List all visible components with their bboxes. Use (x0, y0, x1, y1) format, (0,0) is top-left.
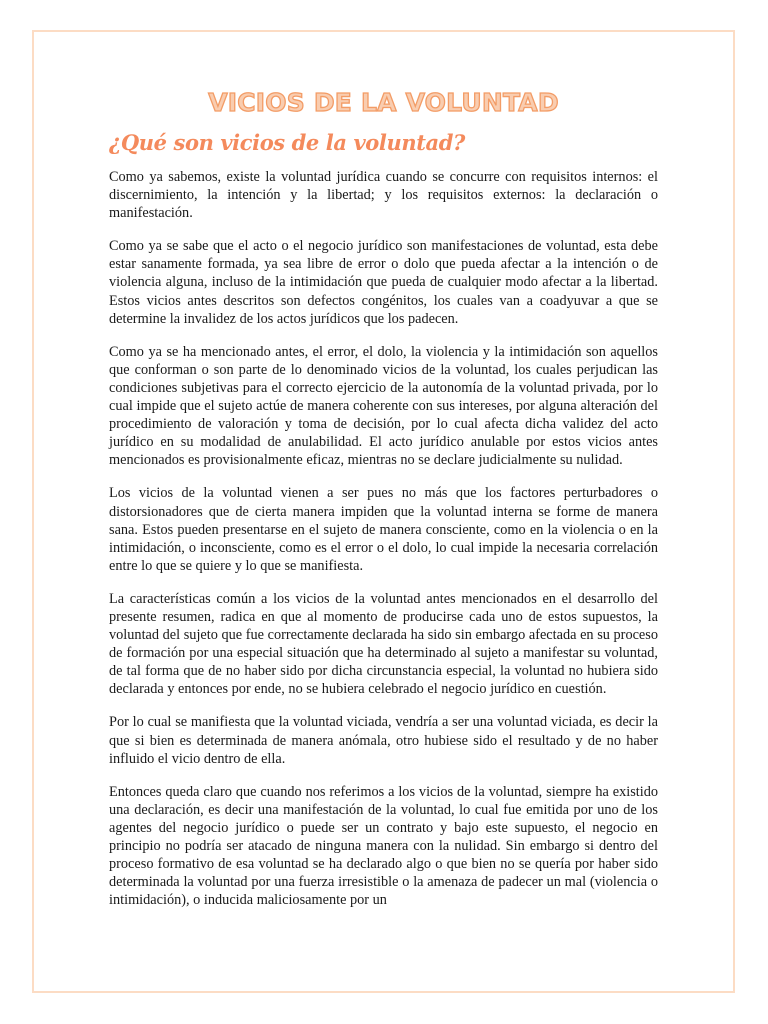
document-title: VICIOS DE LA VOLUNTAD (208, 88, 559, 117)
paragraph-7: Entonces queda claro que cuando nos referimos a los vicios de la voluntad, siempre ha existido una declaración, es decir una manifestación de la voluntad, lo cual fue emitida por uno de los agentes del negocio jurídico o puede ser un contrato y bajo este supuesto, el negocio en principio no podría ser atacado de ninguna manera con la nulidad. Sin embargo si dentro del proceso formativo de esa voluntad se ha declarado algo o que bien no se quería por haber sido determinada la voluntad por una fuerza irresistible o la amenaza de padecer un mal (violencia o intimidación), o inducida maliciosamente por un (109, 783, 658, 909)
section-heading: ¿Qué son vicios de la voluntad? (109, 130, 465, 155)
paragraph-2: Como ya se sabe que el acto o el negocio jurídico son manifestaciones de voluntad, esta debe estar sanamente formada, ya sea libre de error o dolo que pueda afectar a la intención o de violencia alguna, incluso de la intimidación que pueda de cualquier modo afectar a la libertad. Estos vicios antes descritos son defectos congénitos, los cuales van a coadyuvar a que se determine la invalidez de los actos jurídicos que los padecen. (109, 238, 658, 327)
paragraph-5: La características común a los vicios de la voluntad antes mencionados en el desarrollo del presente resumen, radica en que al momento de producirse cada uno de estos supuestos, la voluntad del sujeto que fue correctamente declarada ha sido sin embargo afectada en su proceso de formación por una especial situación que ha determinado al sujeto a manifestar su voluntad, de tal forma que de no haber sido por dicha circunstancia especial, la voluntad no hubiera sido declarada y entonces por ende, no se hubiera celebrado el negocio jurídico en cuestión. (109, 590, 658, 698)
paragraph-6: Por lo cual se manifiesta que la voluntad viciada, vendría a ser una voluntad viciada, es decir la que si bien es determinada de manera anómala, otro hubiese sido el resultado y de no haber influido el vicio dentro de ella. (109, 714, 658, 767)
paragraph-3: Como ya se ha mencionado antes, el error, el dolo, la violencia y la intimidación son aquellos que conforman o son parte de lo denominado vicios de la voluntad, los cuales perjudican las condiciones subjetivas para el correcto ejercicio de la autonomía de la voluntad privada, por lo cual impide que el sujeto actúe de manera coherente con sus intereses, por alguna alteración del procedimiento de valoración y toma de decisión, por lo cual afecta dicha validez del acto jurídico en su modalidad de anulabilidad. El acto jurídico anulable por estos vicios antes mencionados es provisionalmente eficaz, mientras no se declare judicialmente su nulidad. (109, 343, 658, 469)
paragraph-4: Los vicios de la voluntad vienen a ser pues no más que los factores perturbadores o distorsionadores que de cierta manera impiden que la voluntad interna se forme de manera sana. Estos pueden presentarse en el sujeto de manera consciente, como en la violencia o en la intimidación, o inconsciente, como es el error o el dolo, lo cual impide la necesaria correlación entre lo que se quiere y lo que se manifiesta. (109, 485, 658, 574)
document-body (109, 86, 658, 924)
paragraph-1: Como ya sabemos, existe la voluntad jurídica cuando se concurre con requisitos internos: el discernimiento, la intención y la libertad; y los requisitos externos: la declaración o manifestación. (109, 169, 658, 222)
